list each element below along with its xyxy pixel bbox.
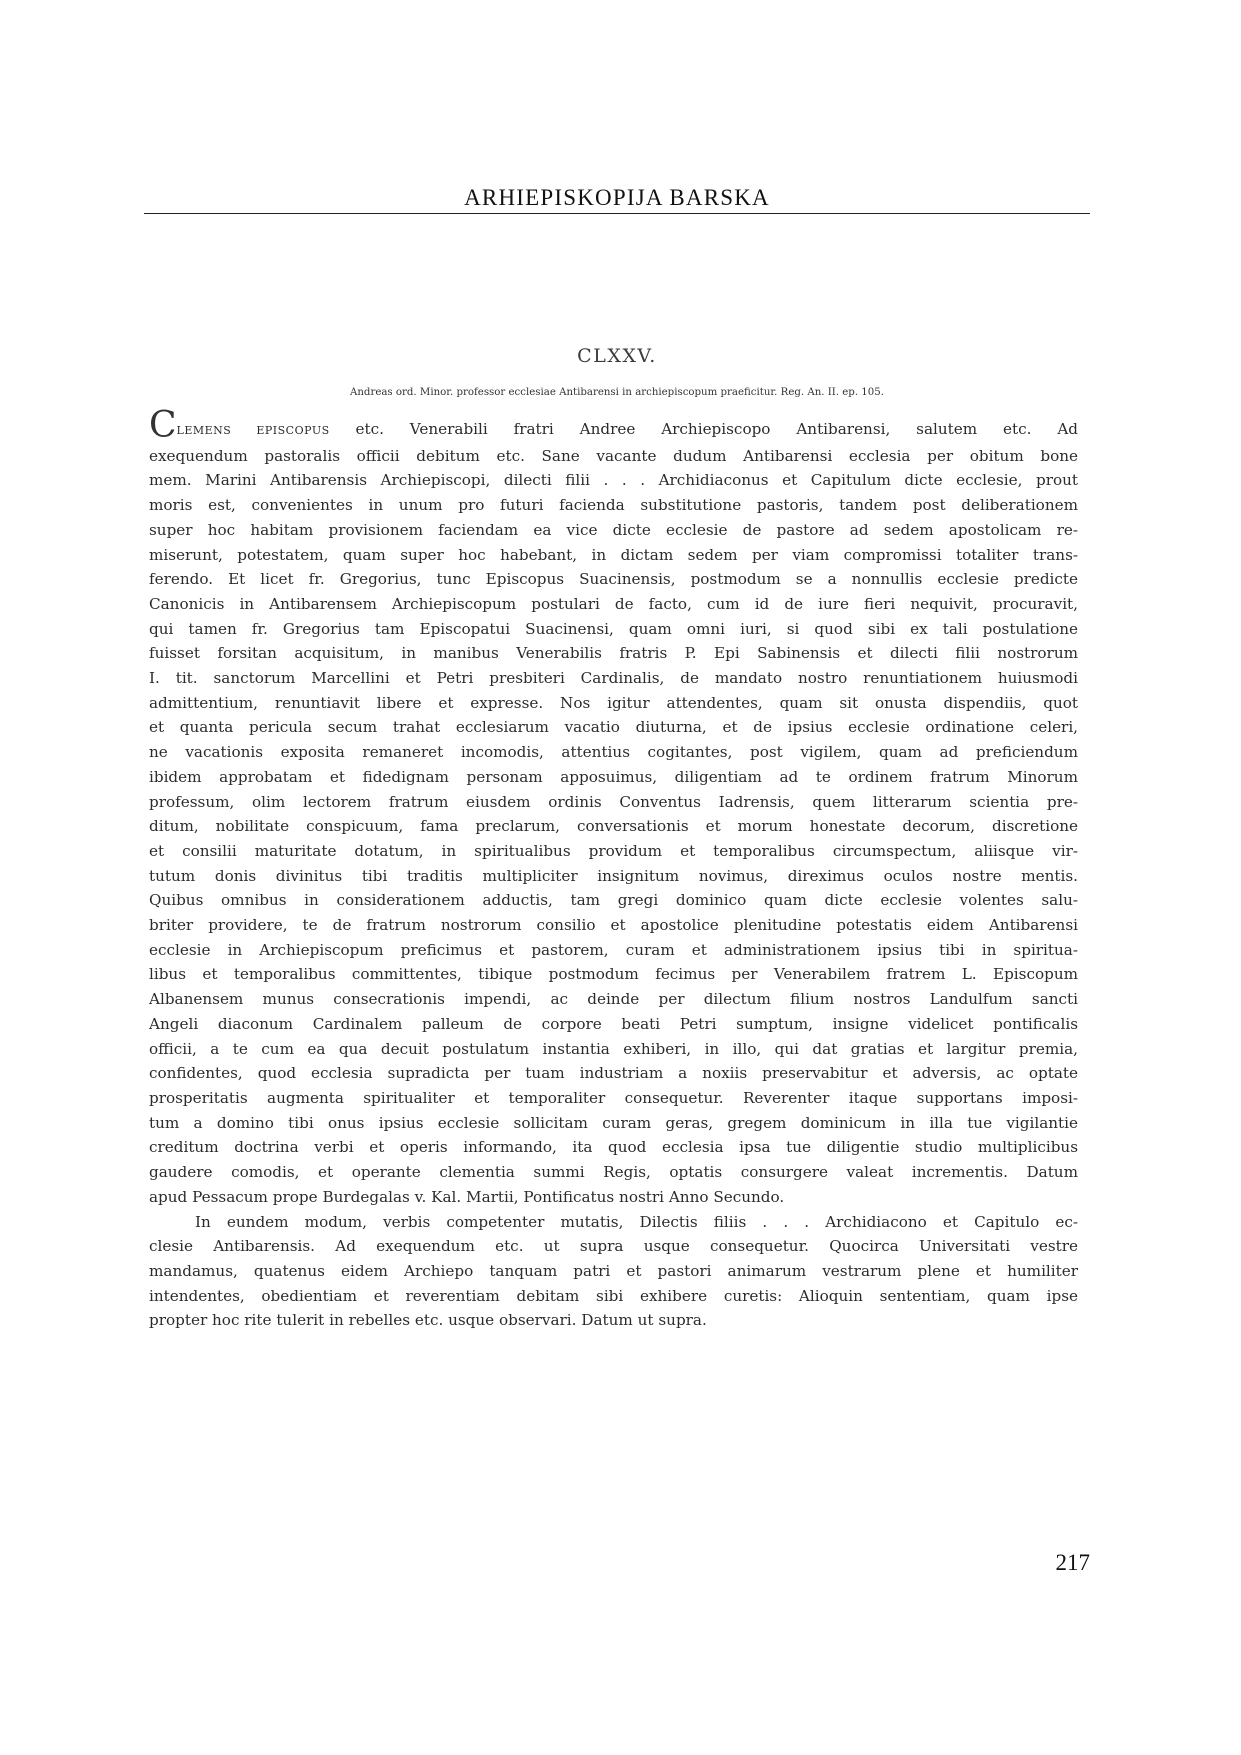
document-summary: Andreas ord. Minor. professor ecclesiae Antibarensi in archiepiscopum praeficitur. Reg. An. II. ep. 105. [350,387,884,398]
text-line: clesie Antibarensis. Ad exequendum etc. ut supra usque consequetur. Quocirca Universitati vestre [149,1237,1078,1256]
text-line-content: etc. Venerabili fratri Andree Archiepiscopo Antibarensi, salutem etc. Ad [329,420,1079,438]
text-line: tutum donis divinitus tibi traditis multipliciter insignitum novimus, direximus oculos nostre mentis. [149,866,1078,885]
text-line: professum, olim lectorem fratrum eiusdem ordinis Conventus Iadrensis, quem litterarum scientia pre- [149,792,1078,811]
second-paragraph [149,1210,1078,1334]
text-line: intendentes, obedientiam et reverentiam debitam sibi exhibere curetis: Alioquin sententiam, quam ipse [149,1286,1078,1305]
text-line: fuisset forsitan acquisitum, in manibus Venerabilis fratris P. Epi Sabinensis et dilecti filii nostrorum [149,644,1078,663]
text-line: gaudere comodis, et operante clementia summi Regis, optatis consurgere valeat incrementis. Datum [149,1163,1078,1182]
text-line: ecclesie in Archiepiscopum preficimus et pastorem, curam et administrationem ipsius tibi in spiritua- [149,940,1078,959]
text-line: In eundem modum, verbis competenter mutatis, Dilectis filiis . . . Archidiacono et Capitulo ec- [195,1212,1078,1231]
text-line: propter hoc rite tulerit in rebelles etc. usque observari. Datum ut supra. [149,1311,707,1330]
text-line: ne vacationis exposita remaneret incomodis, attentius cogitantes, post vigilem, quam ad preficiendum [149,743,1078,762]
text-line: ditum, nobilitate conspicuum, fama preclarum, conversationis et morum honestate decorum, discretione [149,817,1078,836]
text-line: officii, a te cum ea qua decuit postulatum instantia exhiberi, in illo, qui dat gratias et largitur premia, [149,1039,1078,1058]
header-rule [144,213,1090,214]
text-line: mandamus, quatenus eidem Archiepo tanquam patri et pastori animarum vestrarum plene et humiliter [149,1261,1078,1280]
text-line: briter providere, te de fratrum nostrorum consilio et apostolice plenitudine potestatis eidem Antibarensi [149,916,1078,935]
opening-smallcaps: LEMENS EPISCOPUS [176,424,330,437]
text-line: creditum doctrina verbi et operis informando, ita quod ecclesia ipsa tue diligentie studio multiplicibus [149,1138,1078,1157]
running-title: ARHIEPISKOPIJA BARSKA [464,185,770,210]
text-line: prosperitatis augmenta spiritualiter et temporaliter consequetur. Reverenter itaque supportans imposi- [149,1088,1078,1107]
text-line: admittentium, renuntiavit libere et expresse. Nos igitur attendentes, quam sit onusta dispendiis, quot [149,693,1078,712]
text-line: miserunt, potestatem, quam super hoc habebant, in dictam sedem per viam compromissi totaliter trans- [149,545,1078,564]
text-line: Canonicis in Antibarensem Archiepiscopum postulari de facto, cum id de iure fieri nequivit, procuravit, [149,594,1078,613]
text-line: Albanensem munus consecrationis impendi, ac deinde per dilectum filium nostros Landulfum sancti [149,990,1078,1009]
text-line: qui tamen fr. Gregorius tam Episcopatui Suacinensi, quam omni iuri, si quod sibi ex tali postulatione [149,619,1078,638]
text-line: apud Pessacum prope Burdegalas v. Kal. Martii, Pontificatus nostri Anno Secundo. [149,1187,785,1206]
text-line: exequendum pastoralis officii debitum etc. Sane vacante dudum Antibarensi ecclesia per obitum bone [149,446,1078,465]
page-number: 217 [1055,1550,1090,1575]
text-line: Angeli diaconum Cardinalem palleum de corpore beati Petri sumptum, insigne videlicet pontificalis [149,1014,1078,1033]
text-line: ferendo. Et licet fr. Gregorius, tunc Episcopus Suacinensis, postmodum se a nonnullis ecclesie predicte [149,570,1078,589]
text-line: ibidem approbatam et fidedignam personam apposuimus, diligentiam ad te ordinem fratrum Minorum [149,767,1078,786]
first-paragraph [149,405,1079,1210]
text-line: confidentes, quod ecclesia supradicta per tuam industriam a noxiis preservabitur et adversis, ac optate [149,1064,1078,1083]
document-body [149,405,1079,1333]
text-line: super hoc habitam provisionem faciendam ea vice dicte ecclesie de pastore ad sedem apostolicam re- [149,520,1078,539]
text-line: Quibus omnibus in considerationem adductis, tam gregi dominico quam dicte ecclesie volentes salu- [149,891,1078,910]
document-number: CLXXV. [577,345,657,367]
text-line: libus et temporalibus committentes, tibique postmodum fecimus per Venerabilem fratrem L. Episcopum [149,965,1078,984]
text-line: moris est, convenientes in unum pro futuri facienda substitutione pastoris, tandem post deliberationem [149,496,1078,515]
text-line: tum a domino tibi onus ipsius ecclesie sollicitam curam geras, gregem dominicum in illa tue vigilantie [149,1113,1078,1132]
text-line: et quanta pericula secum trahat ecclesiarum vacatio diuturna, et de ipsius ecclesie ordinatione celeri, [149,718,1078,737]
text-line: et consilii maturitate dotatum, in spiritualibus providum et temporalibus circumspectum, aliisque vir- [149,841,1078,860]
text-line: mem. Marini Antibarensis Archiepiscopi, dilecti filii . . . Archidiaconus et Capitulum dicte ecclesie, prout [149,471,1078,490]
initial-letter: C [149,405,177,446]
text-line [149,405,1079,446]
text-line: I. tit. sanctorum Marcellini et Petri presbiteri Cardinalis, de mandato nostro renuntiationem huiusmodi [149,669,1078,688]
